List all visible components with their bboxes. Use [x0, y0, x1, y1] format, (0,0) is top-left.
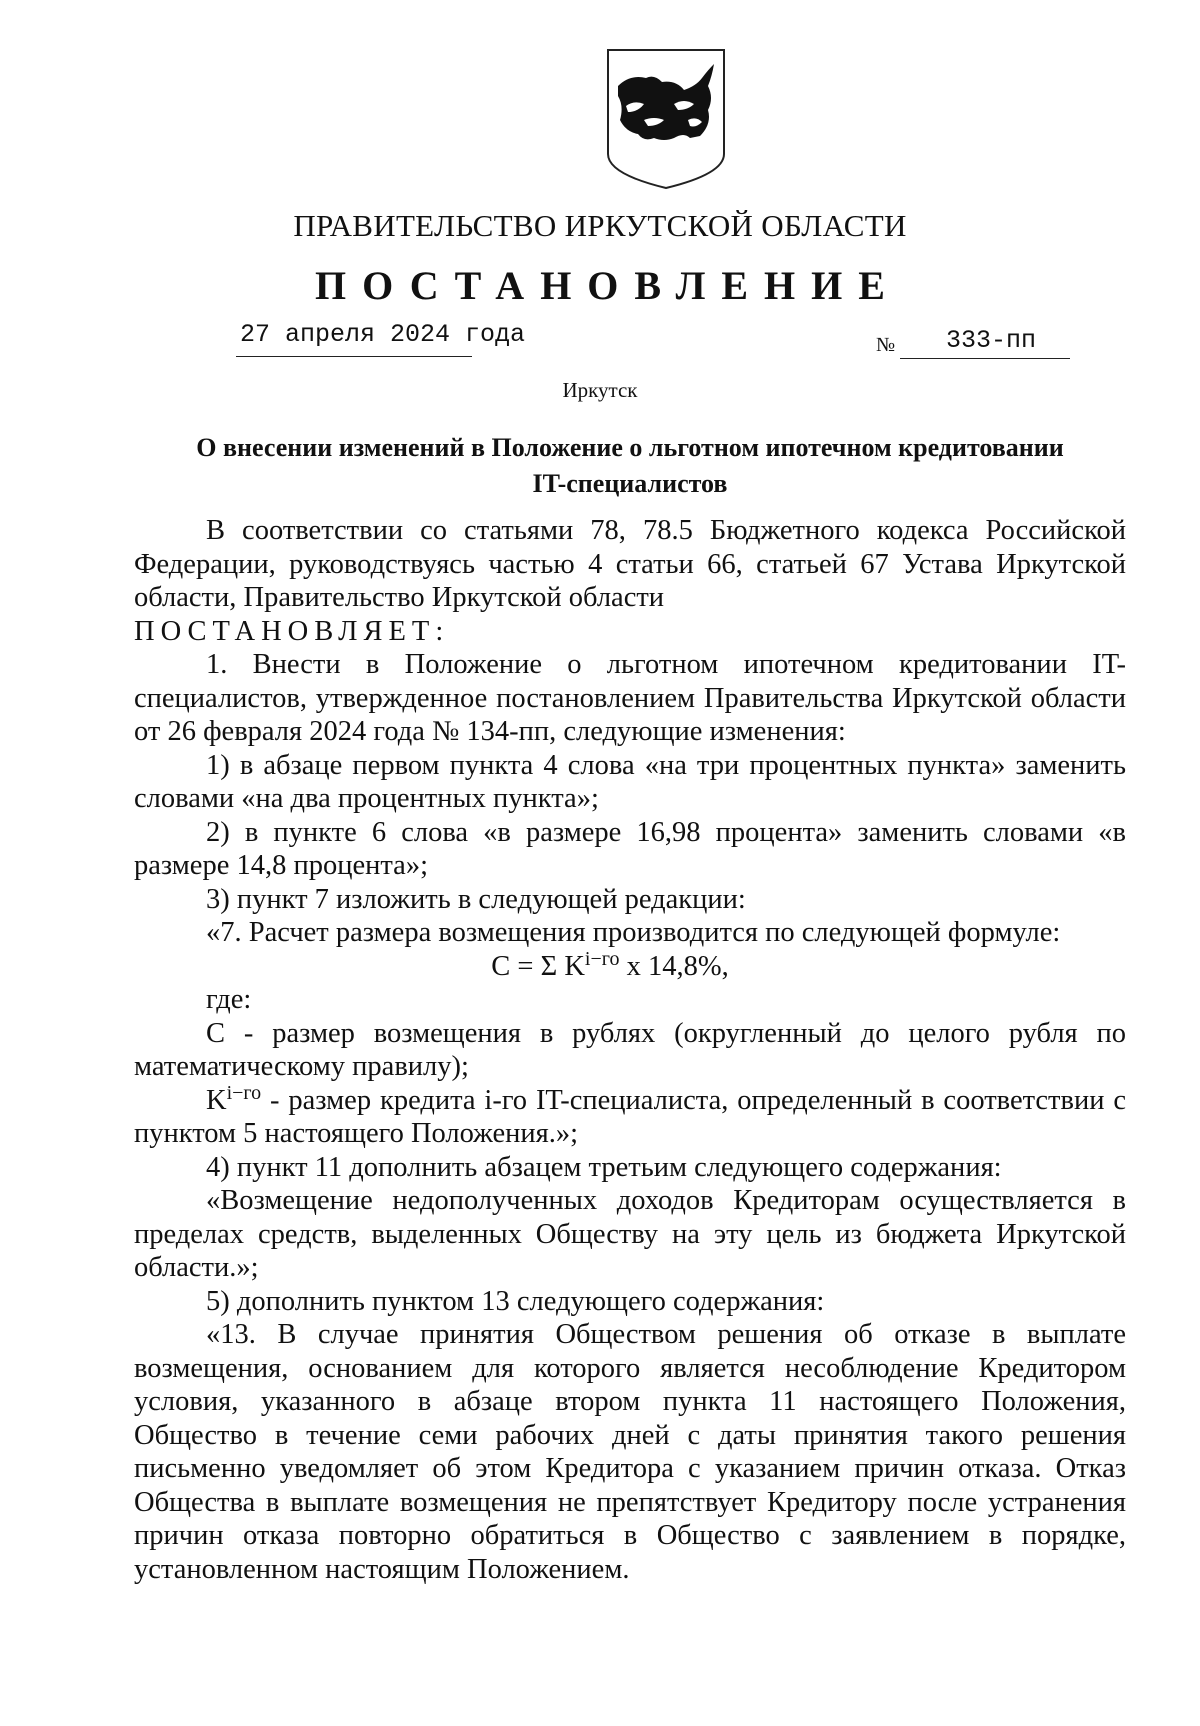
title-line-1: О внесении изменений в Положение о льготном ипотечном кредитовании — [196, 433, 1064, 462]
document-number: 333-пп — [946, 326, 1037, 355]
quote-item-11: «Возмещение недополученных доходов Кредиторам осуществляется в пределах средств, выделенных Обществу на эту цель из бюджета Иркутской области.»; — [134, 1185, 1126, 1283]
where-label: где: — [206, 984, 252, 1015]
number-underline — [900, 358, 1070, 359]
preamble-paragraph: В соответствии со статьями 78, 78.5 Бюджетного кодекса Российской Федерации, руководствуясь частью 4 статьи 66, статьей 67 Устава Иркутской области, Правительство Иркутской области — [134, 515, 1126, 613]
item-1-paragraph: 1. Внести в Положение о льготном ипотечном кредитовании IT-специалистов, утвержденное постановлением Правительства Иркутской области от 26 февраля 2024 года № 134-пп, следующие изменения: — [134, 649, 1126, 747]
definition-k — [134, 1081, 1126, 1151]
subitem-1-paragraph: 1) в абзаце первом пункта 4 слова «на три процентных пункта» заменить словами «на два процентных пункта»; — [134, 749, 1126, 814]
formula-left: C = Σ K — [491, 950, 585, 982]
date-underline — [236, 356, 472, 357]
definition-k-symbol: K — [206, 1084, 227, 1116]
document-body — [134, 514, 1126, 1586]
document-type: ПОСТАНОВЛЕНИЕ — [315, 263, 901, 308]
city-name: Иркутск — [562, 378, 638, 402]
definition-k-superscript: i−го — [226, 1081, 262, 1104]
resolves-heading: ПОСТАНОВЛЯЕТ: — [134, 615, 450, 647]
document-date: 27 апреля 2024 года — [240, 320, 526, 349]
formula-line — [134, 947, 1126, 984]
formula-right: x 14,8%, — [619, 950, 729, 982]
number-sign: № — [876, 334, 896, 356]
subitem-2-paragraph: 2) в пункте 6 слова «в размере 16,98 процента» заменить словами «в размере 14,8 процента»; — [134, 816, 1126, 881]
definition-c: C - размер возмещения в рублях (округленный до целого рубля по математическому правилу); — [134, 1017, 1126, 1082]
organization-name: ПРАВИТЕЛЬСТВО ИРКУТСКОЙ ОБЛАСТИ — [293, 208, 907, 243]
quote-item-7: «7. Расчет размера возмещения производится по следующей формуле: — [206, 917, 1061, 948]
title-line-2: IT-специалистов — [532, 469, 728, 498]
formula-superscript: i−го — [584, 947, 620, 970]
subitem-5-paragraph: 5) дополнить пунктом 13 следующего содержания: — [206, 1285, 825, 1317]
subitem-4-paragraph: 4) пункт 11 дополнить абзацем третьим следующего содержания: — [206, 1151, 1002, 1183]
definition-k-text: - размер кредита i-го IT-специалиста, определенный в соответствии с пунктом 5 настоящего Положения.»; — [134, 1084, 1126, 1149]
subitem-3-paragraph: 3) пункт 7 изложить в следующей редакции: — [206, 883, 746, 915]
coat-of-arms-icon — [604, 46, 728, 192]
document-title — [140, 430, 1120, 502]
quote-item-13: «13. В случае принятия Обществом решения об отказе в выплате возмещения, основанием для которого является несоблюдение Кредитором условия, указанного в абзаце втором пункта 11 настоящего Положения, Общество в течение семи рабочих дней с даты принятия такого решения письменно уведомляет об этом Кредитора с указанием причин отказа. Отказ Общества в выплате возмещения не препятствует Кредитору после устранения причин отказа повторно обратиться в Общество с заявлением в порядке, установленном настоящим Положением. — [134, 1319, 1126, 1585]
